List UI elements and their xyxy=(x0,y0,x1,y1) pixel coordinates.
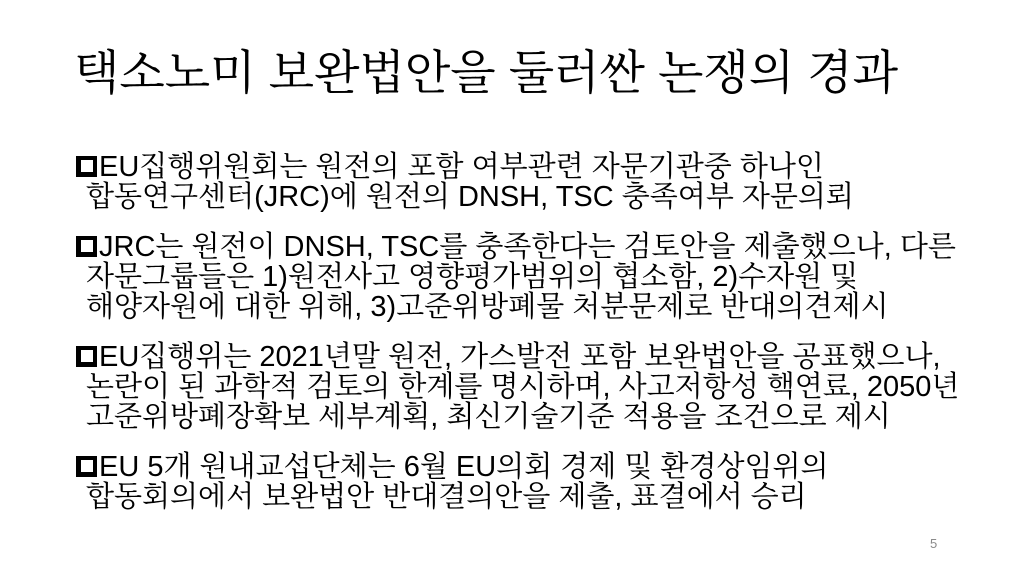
bullet-line-text: 합동회의에서 보완법안 반대결의안을 제출, 표결에서 승리 xyxy=(86,481,807,513)
bullet-line-text: 논란이 된 과학적 검토의 한계를 명시하며, 사고저항성 핵연료, 2050년 xyxy=(86,371,960,403)
bullet-line xyxy=(76,452,966,482)
bullet-paragraph xyxy=(86,152,966,212)
bullet-line-text: 합동연구센터(JRC)에 원전의 DNSH, TSC 충족여부 자문의뢰 xyxy=(86,181,854,213)
bullet-line xyxy=(76,232,966,262)
bullet-line-text: 자문그룹들은 1)원전사고 영향평가범위의 협소함, 2)수자원 및 xyxy=(86,261,859,293)
bullet-line xyxy=(76,152,966,182)
slide-body xyxy=(86,152,966,532)
bullet-paragraph xyxy=(86,452,966,512)
bullet-line-text: EU집행위는 2021년말 원전, 가스발전 포함 보완법안을 공표했으나, xyxy=(99,341,941,373)
bullet-line-text: 해양자원에 대한 위해, 3)고준위방폐물 처분문제로 반대의견제시 xyxy=(86,291,889,323)
square-bullet-icon xyxy=(76,236,97,257)
bullet-line-text: JRC는 원전이 DNSH, TSC를 충족한다는 검토안을 제출했으나, 다른 xyxy=(99,231,956,263)
slide-title: 택소노미 보완법안을 둘러싼 논쟁의 경과 xyxy=(74,46,899,99)
bullet-paragraph xyxy=(86,342,966,432)
square-bullet-icon xyxy=(76,456,97,477)
square-bullet-icon xyxy=(76,156,97,177)
bullet-paragraph xyxy=(86,232,966,322)
bullet-line-text: EU집행위원회는 원전의 포함 여부관련 자문기관중 하나인 xyxy=(99,151,824,183)
square-bullet-icon xyxy=(76,346,97,367)
page-number: 5 xyxy=(930,536,938,551)
bullet-line xyxy=(76,342,966,372)
bullet-line-text: EU 5개 원내교섭단체는 6월 EU의회 경제 및 환경상임위의 xyxy=(99,451,829,483)
bullet-line-text: 고준위방폐장확보 세부계획, 최신기술기준 적용을 조건으로 제시 xyxy=(86,401,891,433)
